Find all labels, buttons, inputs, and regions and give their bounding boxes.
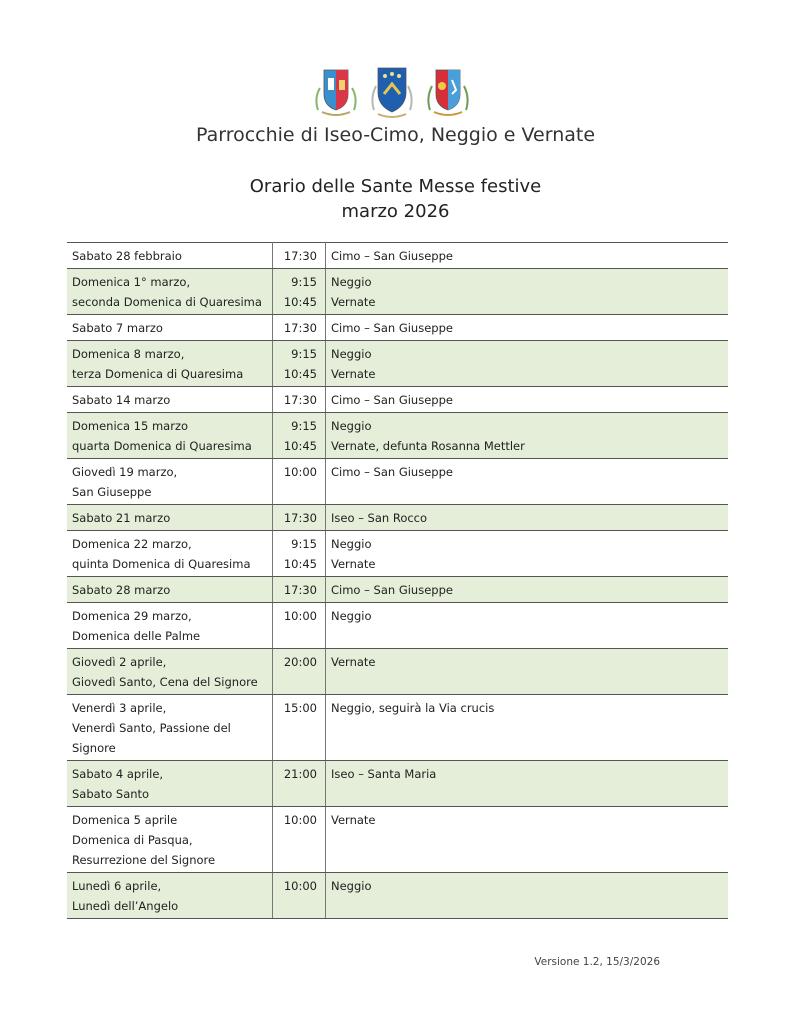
day-line: Domenica 15 marzo xyxy=(72,419,189,433)
neggio-crest-icon xyxy=(368,64,416,120)
day-line: Domenica 22 marzo, xyxy=(72,537,192,551)
mass-place: Neggio, seguirà la Via crucis xyxy=(331,701,495,715)
day-cell xyxy=(67,807,273,873)
day-line: Giovedì 2 aprile, xyxy=(72,655,167,669)
day-line: Domenica 1° marzo, xyxy=(72,275,191,289)
time-cell xyxy=(273,505,326,531)
mass-time: 10:00 xyxy=(283,879,317,893)
day-line: quarta Domenica di Quaresima xyxy=(72,439,252,453)
schedule-row xyxy=(67,649,728,695)
day-line: Sabato 28 marzo xyxy=(72,583,171,597)
mass-time: 10:45 xyxy=(283,295,317,309)
day-line: Domenica 8 marzo, xyxy=(72,347,185,361)
mass-time: 9:15 xyxy=(291,419,317,433)
day-line: Lunedì dell’Angelo xyxy=(72,899,179,913)
iseo-cimo-crest-icon xyxy=(312,64,360,120)
day-cell xyxy=(67,577,273,603)
mass-place: Neggio xyxy=(331,609,372,623)
mass-place: Cimo – San Giuseppe xyxy=(331,465,453,479)
time-cell xyxy=(273,603,326,649)
place-cell xyxy=(326,531,729,577)
day-line: Domenica 29 marzo, xyxy=(72,609,192,623)
day-line: Venerdì Santo, Passione del xyxy=(72,721,231,735)
place-cell xyxy=(326,761,729,807)
day-line: Domenica 5 aprile xyxy=(72,813,178,827)
day-line: Sabato Santo xyxy=(72,787,150,801)
day-line: Domenica di Pasqua, xyxy=(72,833,193,847)
day-line: Sabato 14 marzo xyxy=(72,393,171,407)
mass-schedule-table xyxy=(67,242,728,919)
day-cell xyxy=(67,413,273,459)
day-line: Sabato 4 aprile, xyxy=(72,767,164,781)
mass-time: 17:30 xyxy=(283,321,317,335)
mass-place: Iseo – Santa Maria xyxy=(331,767,437,781)
subtitle-month: marzo 2026 xyxy=(341,201,450,222)
schedule-row xyxy=(67,459,728,505)
mass-place: Vernate, defunta Rosanna Mettler xyxy=(331,439,525,453)
mass-place: Cimo – San Giuseppe xyxy=(331,393,453,407)
schedule-row xyxy=(67,577,728,603)
place-cell xyxy=(326,413,729,459)
day-line: Giovedì Santo, Cena del Signore xyxy=(72,675,258,689)
day-cell xyxy=(67,695,273,761)
place-cell xyxy=(326,243,729,269)
vernate-crest-icon xyxy=(424,64,472,120)
day-line: Signore xyxy=(72,741,116,755)
day-line: Resurrezione del Signore xyxy=(72,853,216,867)
day-cell xyxy=(67,873,273,919)
schedule-row xyxy=(67,413,728,459)
time-cell xyxy=(273,413,326,459)
schedule-row xyxy=(67,315,728,341)
place-cell xyxy=(326,387,729,413)
time-cell xyxy=(273,577,326,603)
mass-place: Neggio xyxy=(331,419,372,433)
day-cell xyxy=(67,341,273,387)
time-cell xyxy=(273,269,326,315)
schedule-row xyxy=(67,269,728,315)
mass-time: 10:45 xyxy=(283,557,317,571)
place-cell xyxy=(326,315,729,341)
day-line: Sabato 28 febbraio xyxy=(72,249,182,263)
time-cell xyxy=(273,315,326,341)
schedule-row xyxy=(67,505,728,531)
place-cell xyxy=(326,695,729,761)
place-cell xyxy=(326,341,729,387)
mass-time: 9:15 xyxy=(291,347,317,361)
place-cell xyxy=(326,577,729,603)
day-line: seconda Domenica di Quaresima xyxy=(72,295,262,309)
time-cell xyxy=(273,341,326,387)
schedule-row xyxy=(67,531,728,577)
mass-place: Vernate xyxy=(331,655,376,669)
mass-place: Vernate xyxy=(331,813,376,827)
subtitle-line: Orario delle Sante Messe festive xyxy=(249,176,542,197)
place-cell xyxy=(326,505,729,531)
day-line: Giovedì 19 marzo, xyxy=(72,465,178,479)
place-cell xyxy=(326,807,729,873)
mass-time: 10:00 xyxy=(283,609,317,623)
mass-place: Vernate xyxy=(331,367,376,381)
mass-time: 15:00 xyxy=(283,701,317,715)
time-cell xyxy=(273,761,326,807)
mass-time: 10:45 xyxy=(283,367,317,381)
time-cell xyxy=(273,649,326,695)
mass-place: Neggio xyxy=(331,879,372,893)
day-cell xyxy=(67,649,273,695)
schedule-row xyxy=(67,761,728,807)
time-cell xyxy=(273,243,326,269)
day-line: quinta Domenica di Quaresima xyxy=(72,557,251,571)
day-cell xyxy=(67,315,273,341)
mass-time: 17:30 xyxy=(283,583,317,597)
page-title: Parrocchie di Iseo-Cimo, Neggio e Vernate xyxy=(195,124,596,146)
mass-time: 20:00 xyxy=(283,655,317,669)
place-cell xyxy=(326,873,729,919)
mass-place: Iseo – San Rocco xyxy=(331,511,428,525)
day-cell xyxy=(67,243,273,269)
schedule-row xyxy=(67,807,728,873)
mass-place: Vernate xyxy=(331,295,376,309)
time-cell xyxy=(273,459,326,505)
mass-place: Vernate xyxy=(331,557,376,571)
time-cell xyxy=(273,531,326,577)
day-line: terza Domenica di Quaresima xyxy=(72,367,244,381)
place-cell xyxy=(326,603,729,649)
mass-time: 9:15 xyxy=(291,275,317,289)
page-subtitle xyxy=(0,174,791,224)
time-cell xyxy=(273,387,326,413)
day-line: Domenica delle Palme xyxy=(72,629,201,643)
mass-time: 10:45 xyxy=(283,439,317,453)
day-cell xyxy=(67,531,273,577)
schedule-row xyxy=(67,873,728,919)
mass-place: Neggio xyxy=(331,275,372,289)
mass-place: Neggio xyxy=(331,347,372,361)
day-line: Venerdì 3 aprile, xyxy=(72,701,167,715)
day-line: Sabato 7 marzo xyxy=(72,321,163,335)
schedule-row xyxy=(67,243,728,269)
mass-time: 10:00 xyxy=(283,465,317,479)
mass-place: Cimo – San Giuseppe xyxy=(331,321,453,335)
day-cell xyxy=(67,761,273,807)
time-cell xyxy=(273,807,326,873)
time-cell xyxy=(273,873,326,919)
mass-time: 17:30 xyxy=(283,249,317,263)
time-cell xyxy=(273,695,326,761)
schedule-row xyxy=(67,603,728,649)
mass-time: 9:15 xyxy=(291,537,317,551)
place-cell xyxy=(326,649,729,695)
mass-place: Neggio xyxy=(331,537,372,551)
version-footer: Versione 1.2, 15/3/2026 xyxy=(534,956,660,968)
day-line: San Giuseppe xyxy=(72,485,152,499)
place-cell xyxy=(326,459,729,505)
day-cell xyxy=(67,269,273,315)
mass-place: Cimo – San Giuseppe xyxy=(331,583,453,597)
mass-place: Cimo – San Giuseppe xyxy=(331,249,453,263)
schedule-row xyxy=(67,387,728,413)
day-line: Lunedì 6 aprile, xyxy=(72,879,162,893)
mass-time: 21:00 xyxy=(283,767,317,781)
mass-time: 17:30 xyxy=(283,393,317,407)
day-cell xyxy=(67,505,273,531)
place-cell xyxy=(326,269,729,315)
day-cell xyxy=(67,387,273,413)
mass-time: 10:00 xyxy=(283,813,317,827)
day-cell xyxy=(67,459,273,505)
schedule-row xyxy=(67,695,728,761)
day-cell xyxy=(67,603,273,649)
schedule-row xyxy=(67,341,728,387)
mass-time: 17:30 xyxy=(283,511,317,525)
parish-crests xyxy=(312,64,472,122)
day-line: Sabato 21 marzo xyxy=(72,511,171,525)
